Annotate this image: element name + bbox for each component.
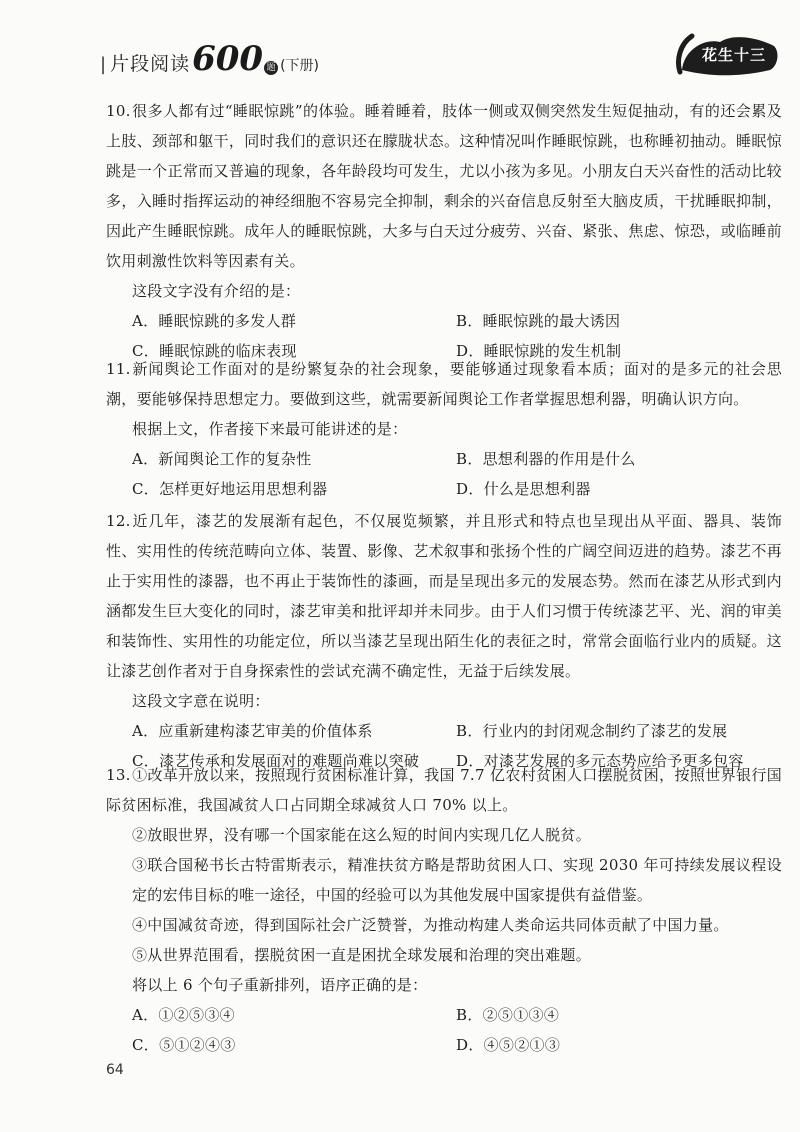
option-c[interactable]: C．⑤①②④③ (132, 1036, 236, 1054)
question-number: 10. (106, 102, 131, 120)
question-stem (106, 96, 782, 276)
options (106, 444, 782, 504)
option-c[interactable]: C．怎样更好地运用思想利器 (132, 480, 328, 498)
question-prompt: 这段文字没有介绍的是： (132, 282, 301, 300)
option-d[interactable]: D．什么是思想利器 (456, 480, 591, 498)
option-a[interactable]: A．应重新建构漆艺审美的价值体系 (132, 722, 373, 740)
question-11 (106, 354, 782, 504)
question-10 (106, 96, 782, 366)
question-stem (106, 506, 782, 686)
option-c[interactable]: C．漆艺传承和发展面对的难题尚难以突破 (132, 752, 420, 770)
sentence-5: ⑤从世界范围看，摆脱贫困一直是困扰全球发展和治理的突出难题。 (132, 946, 592, 964)
header-divider: | (100, 54, 107, 75)
option-d[interactable]: D．睡眠惊跳的发生机制 (456, 342, 622, 360)
option-a[interactable]: A．睡眠惊跳的多发人群 (132, 312, 297, 330)
question-text: 很多人都有过“睡眠惊跳”的体验。睡着睡着，肢体一侧或双侧突然发生短促抽动，有的还会累及上肢、颈部和躯干，同时我们的意识还在朦胧状态。这种情况叫作睡眠惊跳，也称睡初抽动。睡眠惊跳是一个正常而又普遍的现象，各年龄段均可发生，尤以小孩为多见。小朋友白天兴奋性的活动比较多，入睡时指挥运动的神经细胞不容易完全抑制，剩余的兴奋信息反射至大脑皮质，干扰睡眠抑制，因此产生睡眠惊跳。成年人的睡眠惊跳，大多与白天过分疲劳、兴奋、紧张、焦虑、惊恐，或临睡前饮用刺激性饮料等因素有关。 (106, 102, 782, 270)
option-b[interactable]: B．行业内的封闭观念制约了漆艺的发展 (456, 722, 728, 740)
option-b[interactable]: B．②⑤①③④ (456, 1006, 560, 1024)
sentence-2: ②放眼世界，没有哪一个国家能在这么短的时间内实现几亿人脱贫。 (132, 826, 592, 844)
book-header (100, 39, 320, 79)
question-12 (106, 506, 782, 776)
book-volume: (下册) (280, 58, 320, 74)
question-number: 11. (106, 360, 131, 378)
options (106, 1000, 782, 1060)
question-text: 新闻舆论工作面对的是纷繁复杂的社会现象，要能够通过现象看本质；面对的是多元的社会思潮，要能够保持思想定力。要做到这些，就需要新闻舆论工作者掌握思想利器，明确认识方向。 (106, 360, 782, 408)
option-a[interactable]: A．①②⑤③④ (132, 1006, 235, 1024)
option-a[interactable]: A．新闻舆论工作的复杂性 (132, 450, 312, 468)
question-number: 13. (106, 766, 131, 784)
brand-name: 花生十三 (702, 46, 767, 64)
option-d[interactable]: D．④⑤②①③ (456, 1036, 561, 1054)
question-prompt: 这段文字意在说明： (132, 692, 270, 710)
question-prompt: 根据上文，作者接下来最可能讲述的是： (132, 420, 408, 438)
option-b[interactable]: B．睡眠惊跳的最大诱因 (456, 312, 621, 330)
sentence-1: ①改革开放以来，按照现行贫困标准计算，我国 7.7 亿农村贫困人口摆脱贫困，按照世界银行国际贫困标准，我国减贫人口占同期全球减贫人口 70% 以上。 (106, 766, 782, 814)
sentence-3: ③联合国秘书长古特雷斯表示，精准扶贫方略是帮助贫困人口、实现 2030 年可持续发展议程设定的宏伟目标的唯一途径，中国的经验可以为其他发展中国家提供有益借鉴。 (132, 856, 782, 904)
option-c[interactable]: C．睡眠惊跳的临床表现 (132, 342, 297, 360)
question-number: 12. (106, 512, 131, 530)
book-number: 600 (192, 39, 264, 79)
question-13 (106, 760, 782, 1060)
option-d[interactable]: D．对漆艺发展的多元态势应给予更多包容 (456, 752, 744, 770)
question-stem (106, 354, 782, 414)
book-title: 片段阅读 (110, 53, 191, 75)
question-prompt: 将以上 6 个句子重新排列，语序正确的是： (132, 976, 428, 994)
question-text: 近几年，漆艺的发展渐有起色，不仅展览频繁，并且形式和特点也呈现出从平面、器具、装饰性、实用性的传统范畴向立体、装置、影像、艺术叙事和张扬个性的广阔空间迈进的趋势。漆艺不再止于实用性的漆器，也不再止于装饰性的漆画，而是呈现出多元的发展态势。然而在漆艺从形式到内涵都发生巨大变化的同时，漆艺审美和批评却并未同步。由于人们习惯于传统漆艺平、光、润的审美和装饰性、实用性的功能定位，所以当漆艺呈现出陌生化的表征之时，常常会面临行业内的质疑。这让漆艺创作者对于自身探索性的尝试充满不确定性，无益于后续发展。 (106, 512, 782, 680)
book-ti-badge: 题 (264, 61, 278, 75)
question-stem (106, 760, 782, 820)
option-b[interactable]: B．思想利器的作用是什么 (456, 450, 636, 468)
page-number: 64 (106, 1062, 124, 1078)
sentence-4: ④中国减贫奇迹，得到国际社会广泛赞誉，为推动构建人类命运共同体贡献了中国力量。 (132, 916, 729, 934)
